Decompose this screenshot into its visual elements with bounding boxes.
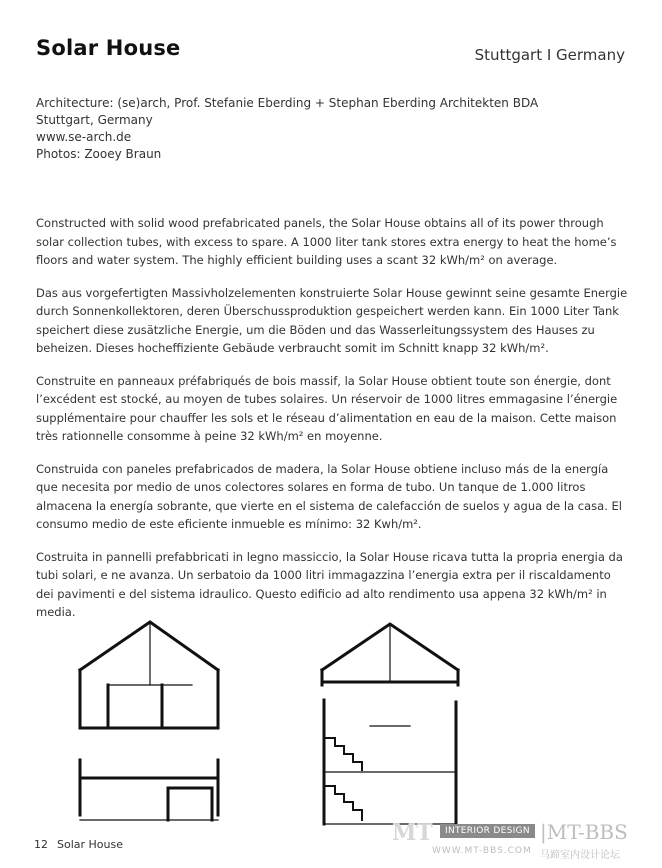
paragraph-italian: Costruita in pannelli prefabbricati in legno massiccio, la Solar House ricava tutta la propria energia da tubi solari, e ne avanza. Un serbatoio da 1000 litri immagazzina l’energia extra per il riscaldamento dei pavimenti e del sistema idraulico. Questo edificio ad alto rendimento usa appena 32 kWh/m² in media. — [36, 549, 623, 619]
watermark-mt: MT — [392, 820, 433, 846]
website-link[interactable]: www.se-arch.de — [36, 130, 132, 144]
paragraph-french: Construite en panneaux préfabriqués de bois massif, la Solar House obtient toute son énergie, dont l’excédent est stocké, au moyen de tubes solaires. Un réservoir de 1000 litres emmagasine l’énergie supplémentaire pour chauffer les sols et le réseau d’alimentation en eau de la maison. Cette maison très rationnelle consomme à peine 32 kWh/m² en moyenne. — [36, 373, 618, 443]
watermark-badge: INTERIOR DESIGN — [440, 824, 535, 838]
section-drawing-right — [322, 624, 458, 824]
credits-block — [36, 95, 538, 163]
running-title: Solar House — [57, 838, 123, 851]
section-drawings — [70, 610, 490, 830]
paragraph-german: Das aus vorgefertigten Massivholzelementen konstruierte Solar House gewinnt seine gesamte Energie durch Sonnenkollektoren, deren Überschussproduktion gespeichert werden kann. Ein 1000 Liter Tank speichert diese zusätzliche Energie, um die Böden und das Wasserleitungssystem des Hauses zu beheizen. Dieses hocheffiziente Gebäude verbraucht somit im Schnitt knapp 32 kWh/m². — [36, 285, 628, 355]
architectural-drawings — [70, 610, 490, 834]
city-credit: Stuttgart, Germany — [36, 113, 153, 127]
paragraph-english: Constructed with solid wood prefabricated panels, the Solar House obtains all of its power through solar collection tubes, with excess to spare. A 1000 liter tank stores extra energy to heat the home’s floors and water system. The highly efficient building uses a scant 32 kWh/m² on average. — [36, 216, 617, 267]
location-label: Stuttgart I Germany — [474, 46, 625, 64]
section-drawing-left — [80, 622, 218, 820]
watermark — [372, 818, 662, 868]
watermark-url: WWW.MT-BBS.COM — [432, 846, 532, 856]
photos-credit: Photos: Zooey Braun — [36, 147, 162, 161]
architecture-credit: Architecture: (se)arch, Prof. Stefanie Eberding + Stephan Eberding Architekten BDA — [36, 96, 539, 110]
page-title: Solar House — [36, 36, 181, 60]
watermark-cn: 马蹄室内设计论坛 — [540, 850, 620, 861]
page-number: 12 — [34, 838, 48, 851]
body-text — [36, 214, 628, 636]
watermark-bbs: |MT-BBS — [540, 820, 628, 844]
paragraph-spanish: Construida con paneles prefabricados de madera, la Solar House obtiene incluso más de la energía que necesita por medio de unos colectores solares en forma de tubo. Un tanque de 1.000 litros almacena la energía sobrante, que vierte en el sistema de calefacción de suelos y agua de la casa. El consumo medio de este eficiente inmueble es mínimo: 32 Kwh/m². — [36, 461, 622, 531]
